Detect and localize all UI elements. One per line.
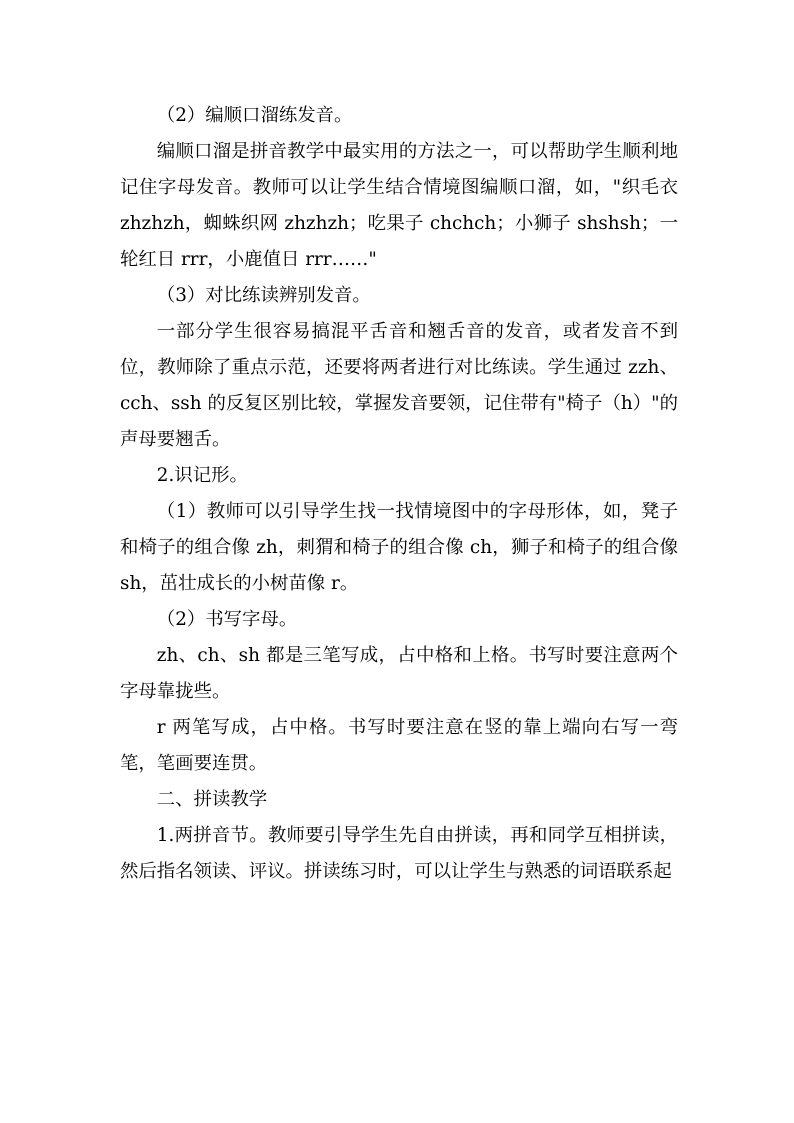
paragraph: 编顺口溜是拼音教学中最实用的方法之一，可以帮助学生顺利地记住字母发音。教师可以让学生结合情境图编顺口溜，如，"织毛衣 zhzhzh，蜘蛛织网 zhzhzh；吃果子 chchch；小狮子 shshsh；一轮红日 rrr，小鹿值日 rrr……" — [120, 141, 678, 270]
paragraph: 一部分学生很容易搞混平舌音和翘舌音的发音，或者发音不到位，教师除了重点示范，还要将两者进行对比练读。学生通过 zzh、cch、ssh 的反复区别比较，掌握发音要领，记住带有"椅子（h）"的声母要翘舌。 — [120, 321, 678, 450]
document-body — [120, 98, 678, 890]
paragraph: 1.两拼音节。教师要引导学生先自由拼读，再和同学互相拼读，然后指名领读、评议。拼读练习时，可以让学生与熟悉的词语联系起 — [120, 825, 678, 882]
paragraph-subheading: （2）编顺口溜练发音。 — [156, 105, 353, 126]
paragraph: zh、ch、sh 都是三笔写成，占中格和上格。书写时要注意两个字母靠拢些。 — [120, 645, 678, 702]
paragraph-subheading: （3）对比练读辨别发音。 — [156, 285, 371, 306]
paragraph-subheading: 2.识记形。 — [156, 465, 248, 486]
paragraph: r 两笔写成，占中格。书写时要注意在竖的靠上端向右写一弯笔，笔画要连贯。 — [120, 717, 678, 774]
paragraph: （1）教师可以引导学生找一找情境图中的字母形体，如，凳子和椅子的组合像 zh，刺猬和椅子的组合像 ch，狮子和椅子的组合像 sh，茁壮成长的小树苗像 r。 — [120, 501, 678, 594]
paragraph-subheading: （2）书写字母。 — [156, 609, 298, 630]
section-heading: 二、拼读教学 — [156, 789, 268, 810]
